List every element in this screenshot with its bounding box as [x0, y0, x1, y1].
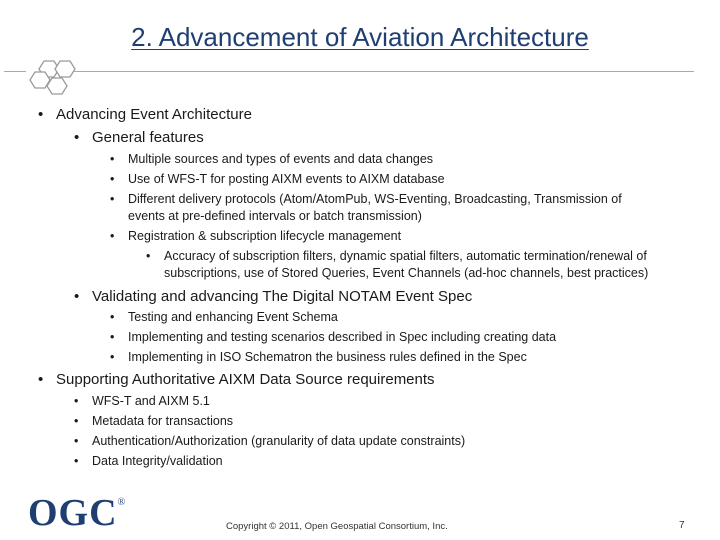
list-item: Testing and enhancing Event Schema — [128, 310, 338, 324]
bullet: • — [110, 152, 115, 166]
list-item: Multiple sources and types of events and data changes — [128, 152, 434, 166]
bullet: • — [74, 414, 79, 428]
list-item: Metadata for transactions — [92, 414, 234, 428]
bullet: • — [74, 454, 79, 468]
ogc-logo — [28, 494, 125, 532]
slide-title: 2. Advancement of Aviation Architecture — [131, 22, 589, 52]
title-rule — [74, 71, 694, 72]
bullet: • — [110, 192, 115, 206]
bullet: • — [74, 288, 80, 305]
bullet: • — [38, 106, 44, 123]
footer-copyright: Copyright © 2011, Open Geospatial Consortium, Inc. — [226, 521, 448, 532]
bullet: • — [74, 394, 79, 408]
bullet: • — [110, 172, 115, 186]
bullet: • — [110, 330, 115, 344]
list-item: Registration & subscription lifecycle management — [128, 229, 402, 243]
list-item-continuation: events at pre-defined intervals or batch transmission) — [128, 209, 422, 223]
bullet: • — [110, 350, 115, 364]
hexagon-cluster-icon — [24, 58, 82, 98]
level1-advancing-event-architecture: Advancing Event Architecture — [56, 106, 252, 123]
title-rule-left — [4, 71, 26, 72]
level1-supporting-authoritative: Supporting Authoritative AIXM Data Source requirements — [56, 371, 435, 388]
bullet: • — [74, 129, 80, 146]
page-number: 7 — [679, 520, 685, 531]
registered-mark: ® — [117, 497, 126, 508]
bullet: • — [110, 229, 115, 243]
logo-text: OGC — [28, 492, 118, 534]
list-item: Use of WFS-T for posting AIXM events to AIXM database — [128, 172, 445, 186]
bullet: • — [146, 249, 151, 263]
list-item: Implementing in ISO Schematron the business rules defined in the Spec — [128, 350, 527, 364]
list-item: Implementing and testing scenarios described in Spec including creating data — [128, 330, 557, 344]
bullet: • — [38, 371, 44, 388]
list-item: WFS-T and AIXM 5.1 — [92, 394, 210, 408]
sub-list-item-continuation: subscriptions, use of Stored Queries, Event Channels (ad-hoc channels, best practices) — [164, 266, 649, 280]
sub-list-item: Accuracy of subscription filters, dynamic spatial filters, automatic termination/renewal of — [164, 249, 647, 263]
level2-validating: Validating and advancing The Digital NOTAM Event Spec — [92, 288, 473, 305]
bullet: • — [74, 434, 79, 448]
bullet: • — [110, 310, 115, 324]
list-item: Different delivery protocols (Atom/AtomPub, WS-Eventing, Broadcasting, Transmission of — [128, 192, 622, 206]
list-item: Data Integrity/validation — [92, 454, 223, 468]
level2-general-features: General features — [92, 129, 204, 146]
list-item: Authentication/Authorization (granularity of data update constraints) — [92, 434, 466, 448]
